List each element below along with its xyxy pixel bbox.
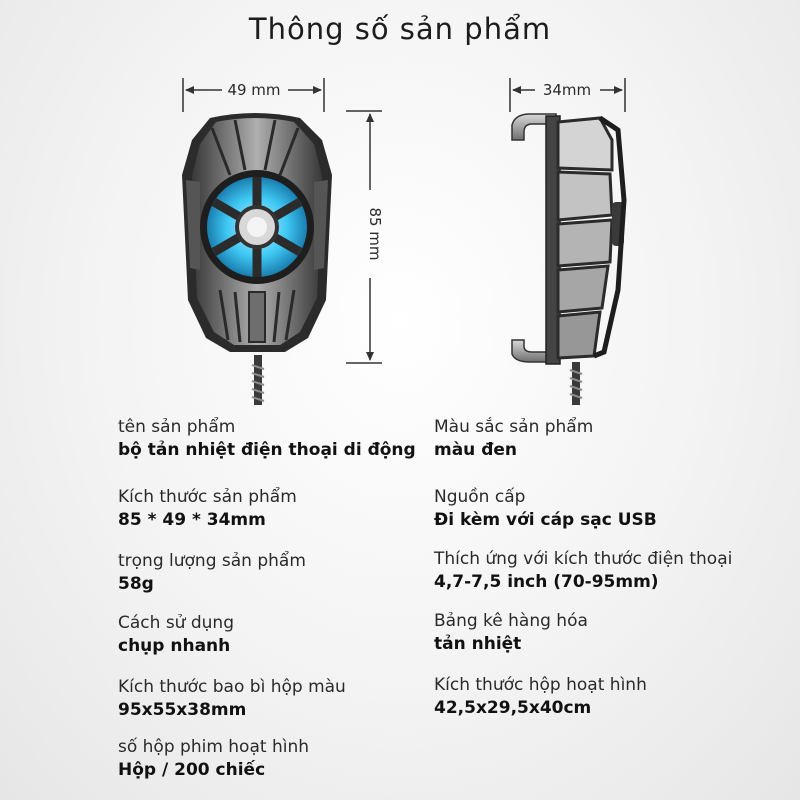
spec-label: Bảng kê hàng hóa: [434, 611, 588, 631]
spec-label: trọng lượng sản phẩm: [118, 551, 306, 571]
spec-value: Hộp / 200 chiếc: [118, 760, 266, 780]
spec-label: Màu sắc sản phẩm: [434, 417, 594, 437]
front-width-label: 49 mm: [227, 81, 281, 99]
spec-label: Cách sử dụng: [118, 613, 234, 633]
spec-value: 4,7-7,5 inch (70-95mm): [434, 572, 659, 592]
spec-product-color: [434, 416, 593, 462]
spec-carton-quantity: [118, 736, 309, 782]
spec-value: 85 * 49 * 34mm: [118, 510, 266, 530]
spec-label: Thích ứng với kích thước điện thoại: [434, 549, 733, 569]
spec-color-box-size: [118, 676, 346, 722]
spec-power-source: [434, 486, 657, 532]
spec-value: chụp nhanh: [118, 636, 231, 656]
front-height-label: 85 mm: [366, 207, 384, 261]
spec-value: Đi kèm với cáp sạc USB: [434, 510, 657, 530]
spec-carton-size: [434, 674, 647, 720]
spec-value: bộ tản nhiệt điện thoại di động: [118, 440, 416, 460]
spec-product-size: [118, 486, 297, 532]
spec-product-weight: [118, 550, 306, 596]
spec-value: màu đen: [434, 440, 518, 460]
spec-label: số hộp phim hoạt hình: [118, 737, 309, 757]
spec-value: 42,5x29,5x40cm: [434, 698, 592, 718]
spec-value: 95x55x38mm: [118, 700, 247, 720]
spec-value: 58g: [118, 574, 154, 594]
spec-packing-list: [434, 610, 588, 656]
spec-label: Kích thước hộp hoạt hình: [434, 675, 647, 695]
spec-product-name: [118, 416, 416, 462]
page-title: Thông số sản phẩm: [248, 12, 552, 46]
side-depth-label: 34mm: [542, 81, 592, 99]
spec-label: Kích thước sản phẩm: [118, 487, 297, 507]
spec-usage: [118, 612, 234, 658]
spec-phone-compatibility: [434, 548, 732, 594]
spec-label: Nguồn cấp: [434, 487, 526, 507]
spec-label: Kích thước bao bì hộp màu: [118, 677, 346, 697]
spec-label: tên sản phẩm: [118, 417, 236, 437]
spec-value: tản nhiệt: [434, 634, 522, 654]
